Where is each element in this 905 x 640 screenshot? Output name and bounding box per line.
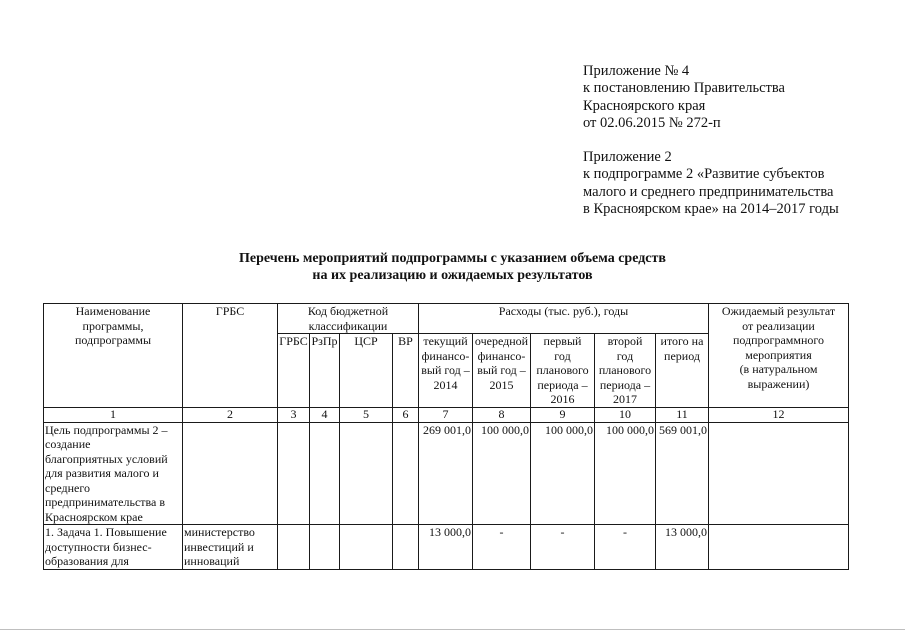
column-number: 9 [531, 407, 595, 422]
column-number-row [44, 407, 849, 422]
column-number: 2 [183, 407, 278, 422]
page-bottom-rule [0, 629, 905, 630]
table-row [44, 525, 849, 570]
row-name: Цель подпрограммы 2 – создание благоприятных условий для развития малого и среднего предпринимательства в Красноярском крае [44, 422, 183, 525]
column-number: 4 [310, 407, 340, 422]
row-value-total: 569 001,0 [656, 422, 709, 525]
row-code-rzpr [310, 422, 340, 525]
header-result: Ожидаемый результат от реализации подпрограммного мероприятия (в натуральном выражении) [709, 304, 849, 408]
row-code-rzpr [310, 525, 340, 570]
header-total: итого на период [656, 334, 709, 408]
header-year-2016: первый год планового периода – 2016 [531, 334, 595, 408]
header-year-2017: второй год планового периода – 2017 [595, 334, 656, 408]
document-title-line: на их реализацию и ожидаемых результатов [312, 268, 593, 283]
header-code-grbs: ГРБС [278, 334, 310, 408]
column-number: 7 [419, 407, 473, 422]
appendix-sub-block [583, 149, 839, 219]
appendix-sub-line: малого и среднего предпринимательства [583, 183, 834, 200]
column-number: 12 [709, 407, 849, 422]
header-code-csr: ЦСР [340, 334, 393, 408]
row-value-2014: 13 000,0 [419, 525, 473, 570]
header-expenses: Расходы (тыс. руб.), годы [419, 304, 709, 334]
header-name: Наименование программы, подпрограммы [44, 304, 183, 408]
header-year-2015: очередной финансо- вый год – 2015 [473, 334, 531, 408]
document-title [0, 250, 905, 284]
row-value-2015: - [473, 525, 531, 570]
row-grbs [183, 422, 278, 525]
row-code-grbs [278, 422, 310, 525]
header-grbs: ГРБС [183, 304, 278, 408]
row-value-2016: 100 000,0 [531, 422, 595, 525]
appendix-main-line: от 02.06.2015 № 272-п [583, 115, 721, 132]
column-number: 1 [44, 407, 183, 422]
header-year-2014: текущий финансо- вый год – 2014 [419, 334, 473, 408]
document-title-line: Перечень мероприятий подпрограммы с указанием объема средств [239, 251, 666, 266]
measures-table [43, 303, 849, 570]
row-code-vr [393, 525, 419, 570]
appendix-sub-line: к подпрограмме 2 «Развитие субъектов [583, 166, 825, 183]
row-value-2014: 269 001,0 [419, 422, 473, 525]
appendix-main-line: к постановлению Правительства [583, 80, 785, 97]
column-number: 11 [656, 407, 709, 422]
row-value-2017: 100 000,0 [595, 422, 656, 525]
appendix-sub-line: в Красноярском крае» на 2014–2017 годы [583, 201, 839, 218]
column-number: 3 [278, 407, 310, 422]
column-number: 6 [393, 407, 419, 422]
row-code-vr [393, 422, 419, 525]
header-row [44, 304, 849, 334]
row-code-grbs [278, 525, 310, 570]
appendix-main-line: Приложение № 4 [583, 63, 690, 79]
row-result [709, 525, 849, 570]
header-budget-code: Код бюджетной классификации [278, 304, 419, 334]
table-row [44, 422, 849, 525]
appendix-main-block [583, 63, 785, 133]
row-grbs: министерство инвестиций и инноваций [183, 525, 278, 570]
row-name: 1. Задача 1. Повышение доступности бизнес- образования для [44, 525, 183, 570]
row-value-2015: 100 000,0 [473, 422, 531, 525]
row-code-csr [340, 525, 393, 570]
row-code-csr [340, 422, 393, 525]
row-value-2017: - [595, 525, 656, 570]
appendix-sub-line: Приложение 2 [583, 149, 672, 165]
column-number: 5 [340, 407, 393, 422]
header-code-vr: ВР [393, 334, 419, 408]
row-value-2016: - [531, 525, 595, 570]
appendix-main-line: Красноярского края [583, 97, 706, 114]
header-code-rzpr: РзПр [310, 334, 340, 408]
column-number: 8 [473, 407, 531, 422]
column-number: 10 [595, 407, 656, 422]
row-result [709, 422, 849, 525]
row-value-total: 13 000,0 [656, 525, 709, 570]
